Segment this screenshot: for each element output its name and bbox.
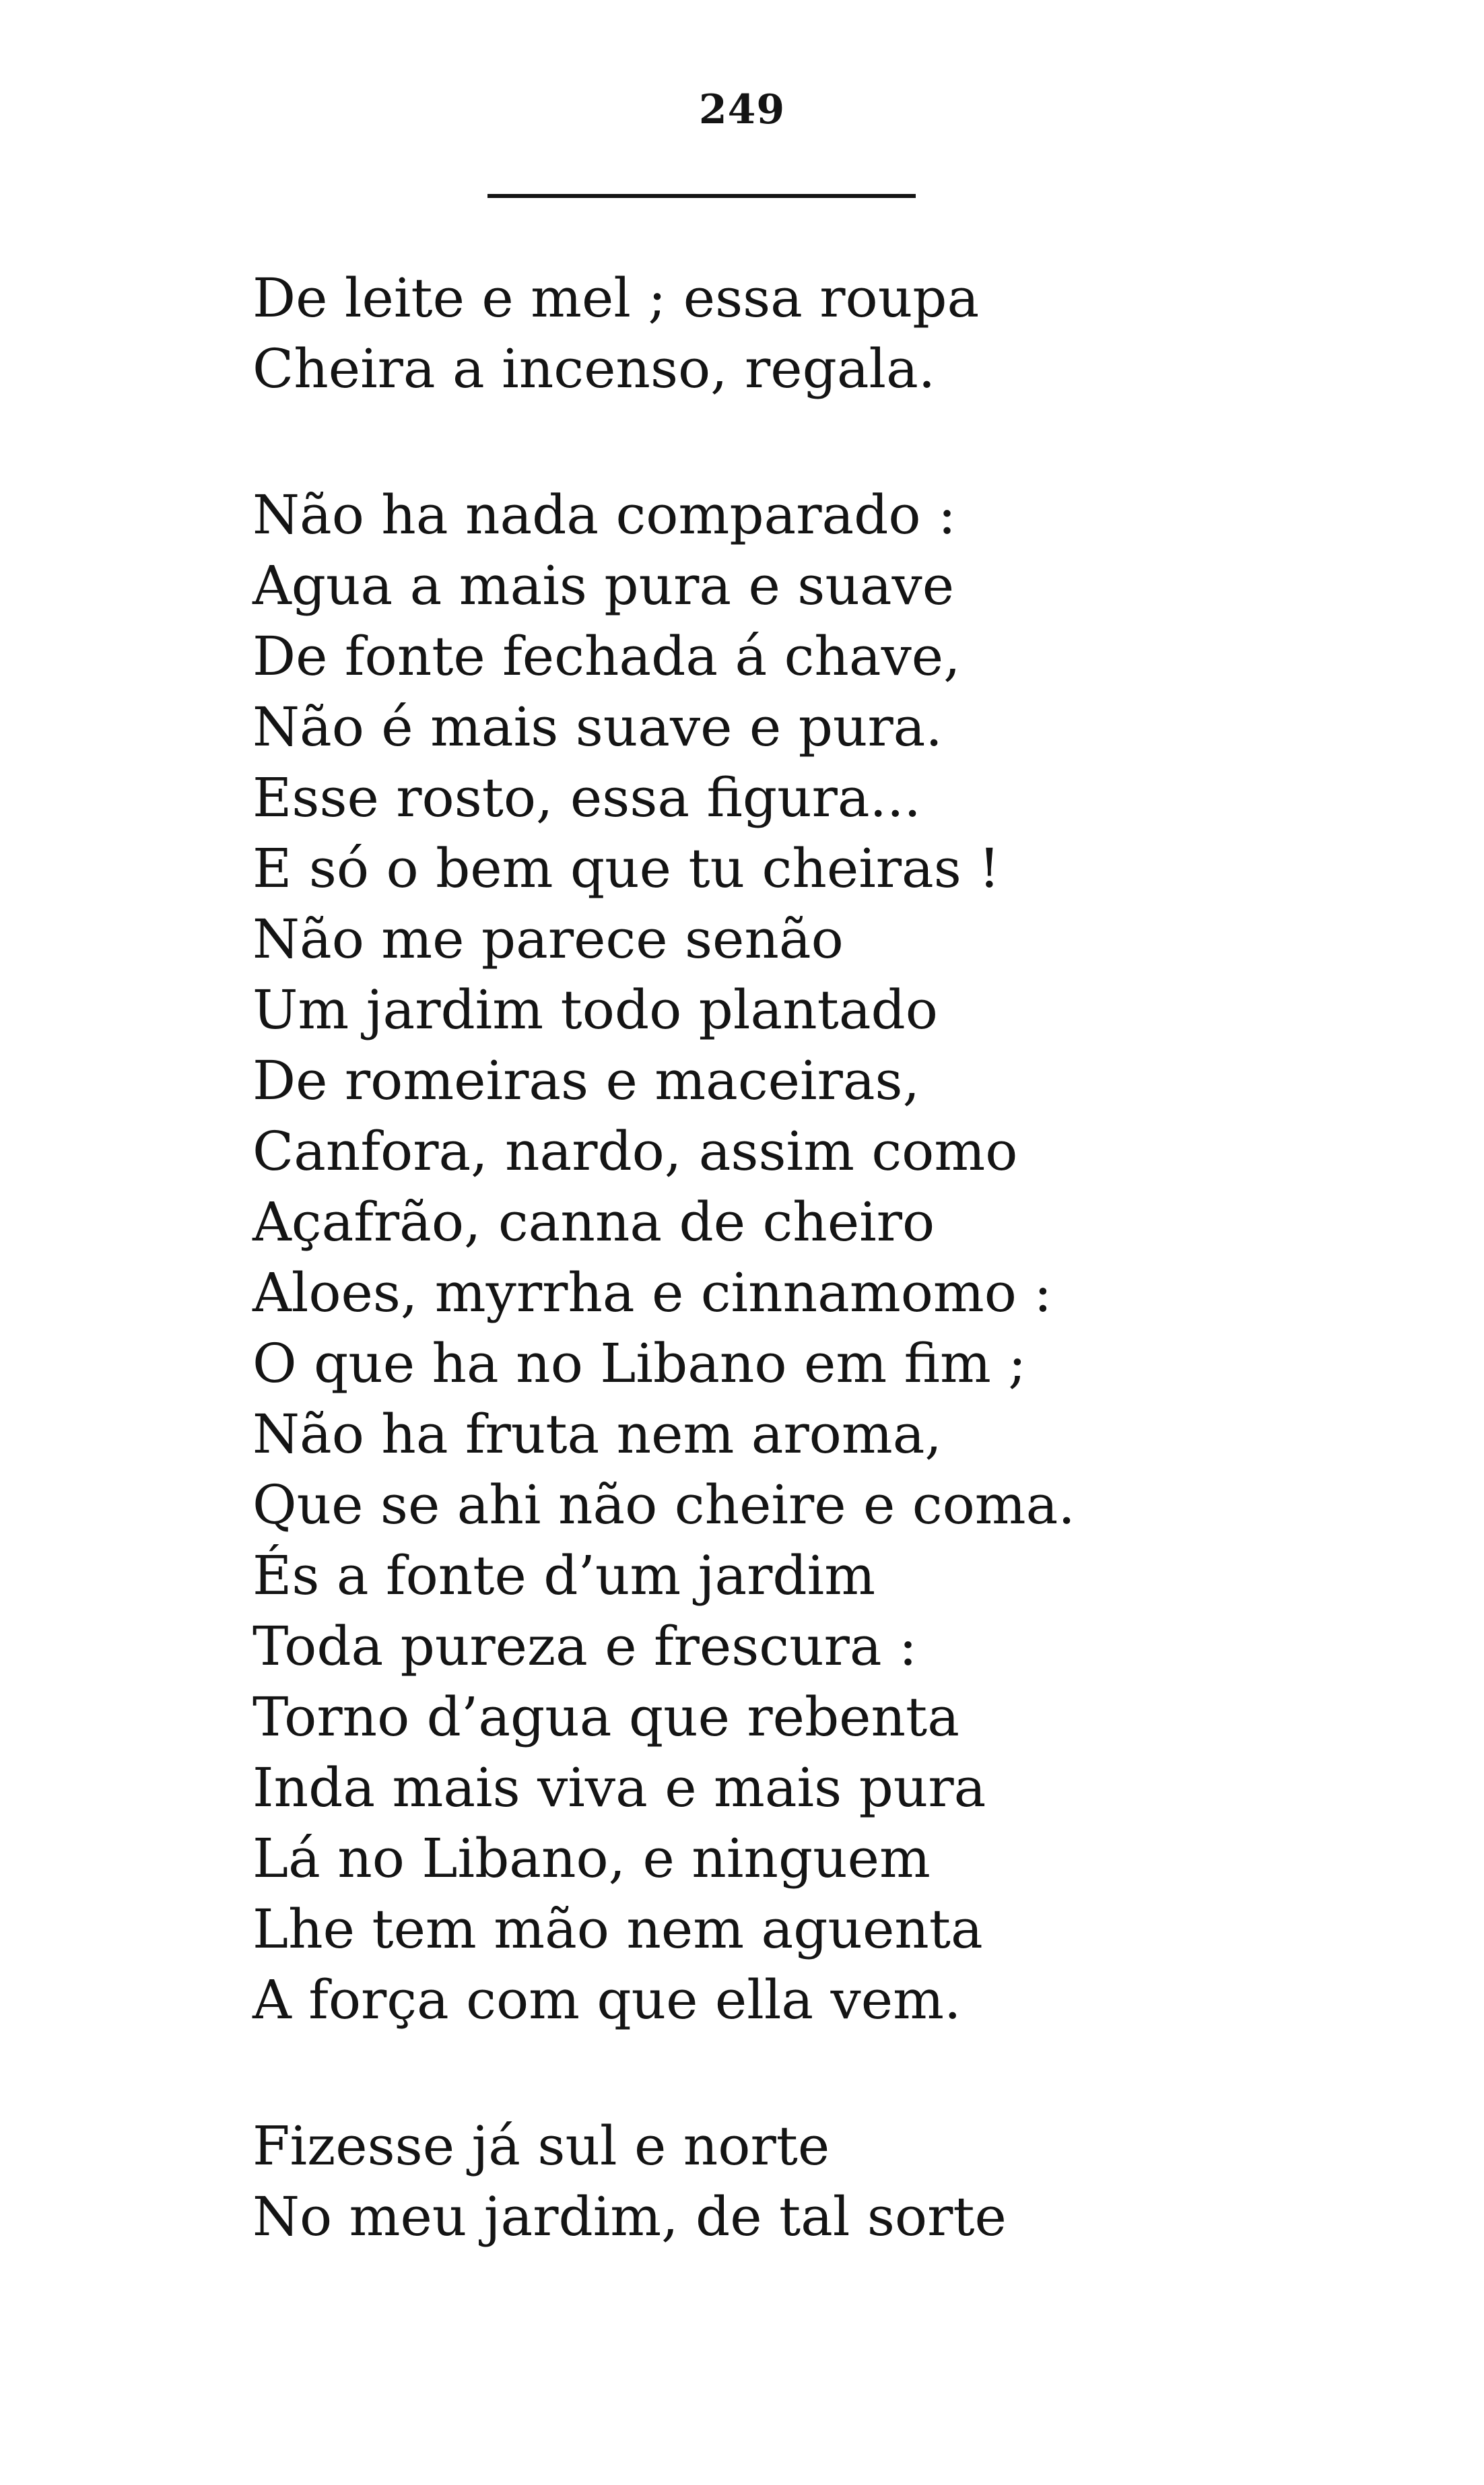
poem-line: Inda mais viva e mais pura [252,1756,986,1819]
poem-line: Fizesse já sul e norte [252,2115,830,2177]
poem-line: Cheira a incenso, regala. [252,337,936,400]
poem-line: Não é mais suave e pura. [252,696,943,758]
poem-line: Não ha fruta nem aroma, [252,1403,942,1465]
poem-line: Agua a mais pura e suave [252,554,955,617]
poem-line: És a fonte d’um jardim [252,1544,876,1607]
poem-line: Esse rosto, essa figura... [252,766,921,829]
poem-line: Aloes, myrrha e cinnamomo : [252,1261,1052,1324]
poem-line: Lhe tem mão nem aguenta [252,1898,983,1960]
stanza-break [252,404,1397,479]
stanza-2 [252,479,1397,2035]
poem-line: O que ha no Libano em fim ; [252,1332,1027,1395]
poem-line: De romeiras e maceiras, [252,1049,920,1112]
stanza-1 [252,263,1397,404]
poem-line: Torno d’agua que rebenta [252,1686,959,1748]
poem-body [252,263,1397,2252]
poem-line: De fonte fechada á chave, [252,625,961,688]
poem-line: Não ha nada comparado : [252,484,956,546]
poem-line: A força com que ella vem. [252,1968,962,2031]
poem-line: Açafrão, canna de cheiro [252,1191,935,1253]
poem-line: De leite e mel ; essa roupa [252,267,980,329]
poem-line: Um jardim todo plantado [252,979,938,1041]
poem-line: Toda pureza e frescura : [252,1615,917,1678]
page-number: 249 [698,86,786,133]
stanza-3 [252,2111,1397,2252]
stanza-break [252,2035,1397,2111]
poem-line: Canfora, nardo, assim como [252,1120,1018,1183]
poem-line: E só o bem que tu cheiras ! [252,837,1001,900]
poem-line: Lá no Libano, e ninguem [252,1827,931,1890]
poem-line: No meu jardim, de tal sorte [252,2185,1007,2248]
header-rule [487,194,916,198]
poem-line: Não me parece senão [252,908,844,970]
poem-line: Que se ahi não cheire e coma. [252,1473,1075,1536]
